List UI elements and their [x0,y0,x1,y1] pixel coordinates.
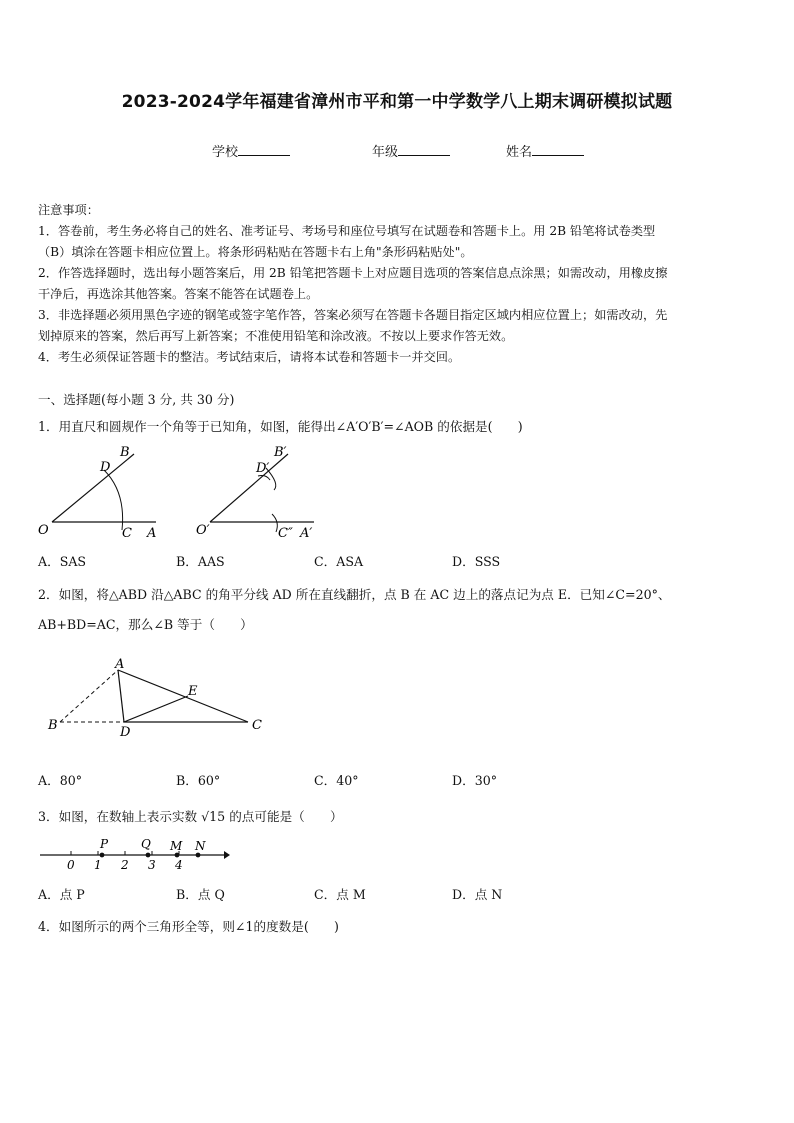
label-O: O [38,523,49,538]
question-1-figure [30,440,330,544]
name-blank [532,143,584,156]
label-C-prime: C″ [278,526,293,541]
label-A-prime: A′ [300,526,313,541]
label-M: M [170,839,183,853]
label-C: C [122,526,132,541]
notice-line: 1．答卷前，考生务必将自己的姓名、准考证号、考场号和座位号填写在试题卷和答题卡上。用 2B 铅笔将试卷类型 [38,224,656,238]
question-3-option-a: A．点 P [38,887,85,902]
question-1-option-d: D．SSS [452,554,501,569]
notice-line: 2．作答选择题时，选出每小题答案后，用 2B 铅笔把答题卡上对应题目选项的答案信息点涂黑；如需改动，用橡皮擦 [38,266,668,280]
notice-line: 3．非选择题必须用黑色字迹的钢笔或签字笔作答，答案必须写在答题卡各题目指定区域内相应位置上；如需改动，先 [38,308,668,322]
notice-heading: 注意事项： [38,203,99,217]
question-2-figure [38,652,278,744]
label-B: B [120,445,130,460]
page-title: 2023-2024学年福建省漳州市平和第一中学数学八上期末调研模拟试题 [121,92,673,112]
tick-0: 0 [67,858,75,872]
question-2-option-b: B．60° [176,773,221,788]
label-D: D [120,725,131,740]
question-3-option-d: D．点 N [452,887,503,902]
notice-line: （B）填涂在答题卡相应位置上。将条形码粘贴在答题卡右上角"条形码粘贴处"。 [38,245,473,259]
tick-2: 2 [121,858,129,872]
question-1-option-a: A．SAS [38,554,87,569]
label-E: E [188,684,198,699]
question-3-option-c: C．点 M [314,887,366,902]
tick-1: 1 [94,858,102,872]
grade-blank [398,143,450,156]
label-N: N [195,839,206,853]
question-2-stem-line1: 2．如图，将△ABD 沿△ABC 的角平分线 AD 所在直线翻折，点 B 在 AC 边上的落点记为点 E．已知∠C=20°、 [38,587,671,602]
label-A: A [115,657,125,672]
name-field [506,141,584,160]
label-O-prime: O′ [196,523,210,538]
question-2-option-d: D．30° [452,773,498,788]
question-2-stem-line2: AB+BD=AC，那么∠B 等于（ ） [38,617,253,632]
notice-line: 4．考生必须保证答题卡的整洁。考试结束后，请将本试卷和答题卡一并交回。 [38,350,461,364]
label-C: C [252,718,262,733]
question-1-option-c: C．ASA [314,554,364,569]
question-1-stem: 1．用直尺和圆规作一个角等于已知角，如图，能得出∠A′O′B′=∠AOB 的依据是( ) [38,419,523,434]
label-Q: Q [141,837,151,851]
label-B: B [48,718,58,733]
label-D: D [100,460,111,475]
label-D-prime: D′ [256,461,270,476]
question-2-option-a: A．80° [38,773,83,788]
school-label: 学校 [212,145,239,160]
label-A: A [147,526,157,541]
tick-4: 4 [175,858,183,872]
grade-label: 年级 [372,145,399,160]
notice-line: 干净后，再选涂其他答案。答案不能答在试题卷上。 [38,287,319,301]
tick-3: 3 [148,858,156,872]
question-3-number-line [38,835,238,875]
label-P: P [100,837,109,851]
section-heading: 一、选择题(每小题 3 分, 共 30 分) [38,392,235,407]
label-B-prime: B′ [274,445,287,460]
notice-line: 划掉原来的答案，然后再写上新答案；不准使用铅笔和涂改液。不按以上要求作答无效。 [38,329,514,343]
question-4-stem: 4．如图所示的两个三角形全等，则∠1的度数是( ) [38,919,339,934]
school-field [212,141,290,160]
question-2-option-c: C．40° [314,773,359,788]
question-3-option-b: B．点 Q [176,887,225,902]
grade-field [372,141,450,160]
school-blank [238,143,290,156]
question-3-stem: 3．如图，在数轴上表示实数 √15 的点可能是（ ） [38,809,343,824]
name-label: 姓名 [506,145,533,160]
question-1-option-b: B．AAS [176,554,225,569]
